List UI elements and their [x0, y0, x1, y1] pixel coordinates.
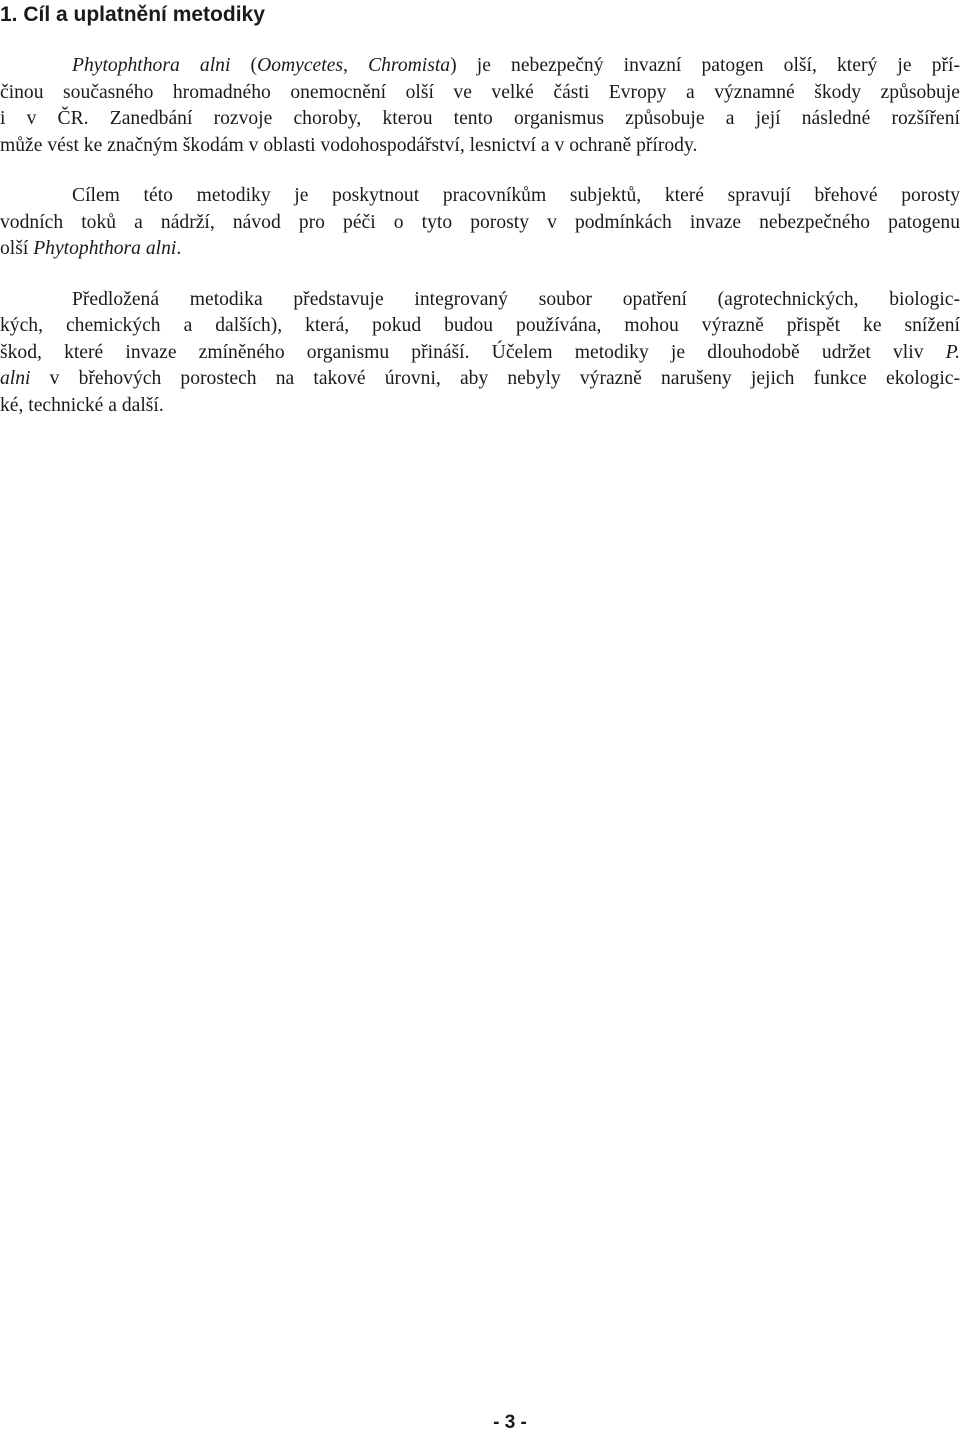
italic-run: Phytophthora alni — [72, 55, 231, 76]
text-run: ( — [230, 55, 258, 76]
text-line — [0, 287, 960, 314]
page-number: - 3 - — [493, 1412, 527, 1433]
text-line — [0, 106, 960, 133]
text-line — [0, 210, 960, 237]
italic-run: alni — [0, 368, 31, 389]
text-run: činou současného hromadného onemocnění olší ve velké části Evropy a významné škody způsobuje — [0, 81, 960, 103]
text-run: v břehových porostech na takové úrovni, aby nebyly výrazně narušeny jejich funkce ekologic- — [30, 368, 960, 389]
text-line — [0, 236, 960, 263]
italic-run: Phytophthora alni — [33, 238, 177, 259]
text-run: Cílem této metodiky je poskytnout pracovníkům subjektů, které spravují břehové porosty — [72, 185, 960, 206]
paragraph — [0, 183, 960, 263]
text-run: Předložená metodika představuje integrovaný soubor opatření (agrotechnických, biologic- — [72, 288, 960, 310]
text-line — [0, 53, 960, 80]
body-text — [0, 53, 960, 419]
text-line — [0, 340, 960, 367]
section-heading: 1. Cíl a uplatnění metodiky — [0, 3, 265, 26]
text-run: olší — [0, 238, 34, 259]
text-line — [0, 183, 960, 210]
italic-run: Chromista — [368, 55, 451, 76]
page-footer — [0, 1411, 960, 1435]
text-run: ké, technické a další. — [0, 394, 164, 416]
text-line — [0, 393, 960, 420]
text-run: . — [176, 238, 182, 259]
text-run: vodních toků a nádrží, návod pro péči o tyto porosty v podmínkách invaze nebezpečného patogenu — [0, 211, 960, 233]
text-run: ) je nebezpečný invazní patogen olší, který je pří- — [450, 55, 960, 76]
text-line — [0, 133, 960, 160]
text-run: může vést ke značným škodám v oblasti vodohospodářství, lesnictví a v ochraně přírody. — [0, 134, 698, 156]
text-run: , — [343, 55, 369, 76]
text-line — [0, 366, 960, 393]
text-run: kých, chemických a dalších), která, pokud budou používána, mohou výrazně přispět ke snížení — [0, 315, 960, 336]
text-line — [0, 313, 960, 340]
text-line — [0, 80, 960, 107]
paragraph — [0, 287, 960, 420]
paragraph — [0, 53, 960, 159]
text-run: škod, které invaze zmíněného organismu přináší. Účelem metodiky je dlouhodobě udržet vliv — [0, 341, 946, 363]
text-run: i v ČR. Zanedbání rozvoje choroby, kterou tento organismus způsobuje a její následné rozšíření — [0, 108, 960, 129]
italic-run: Oomycetes — [257, 55, 344, 76]
italic-run: P. — [945, 341, 960, 363]
